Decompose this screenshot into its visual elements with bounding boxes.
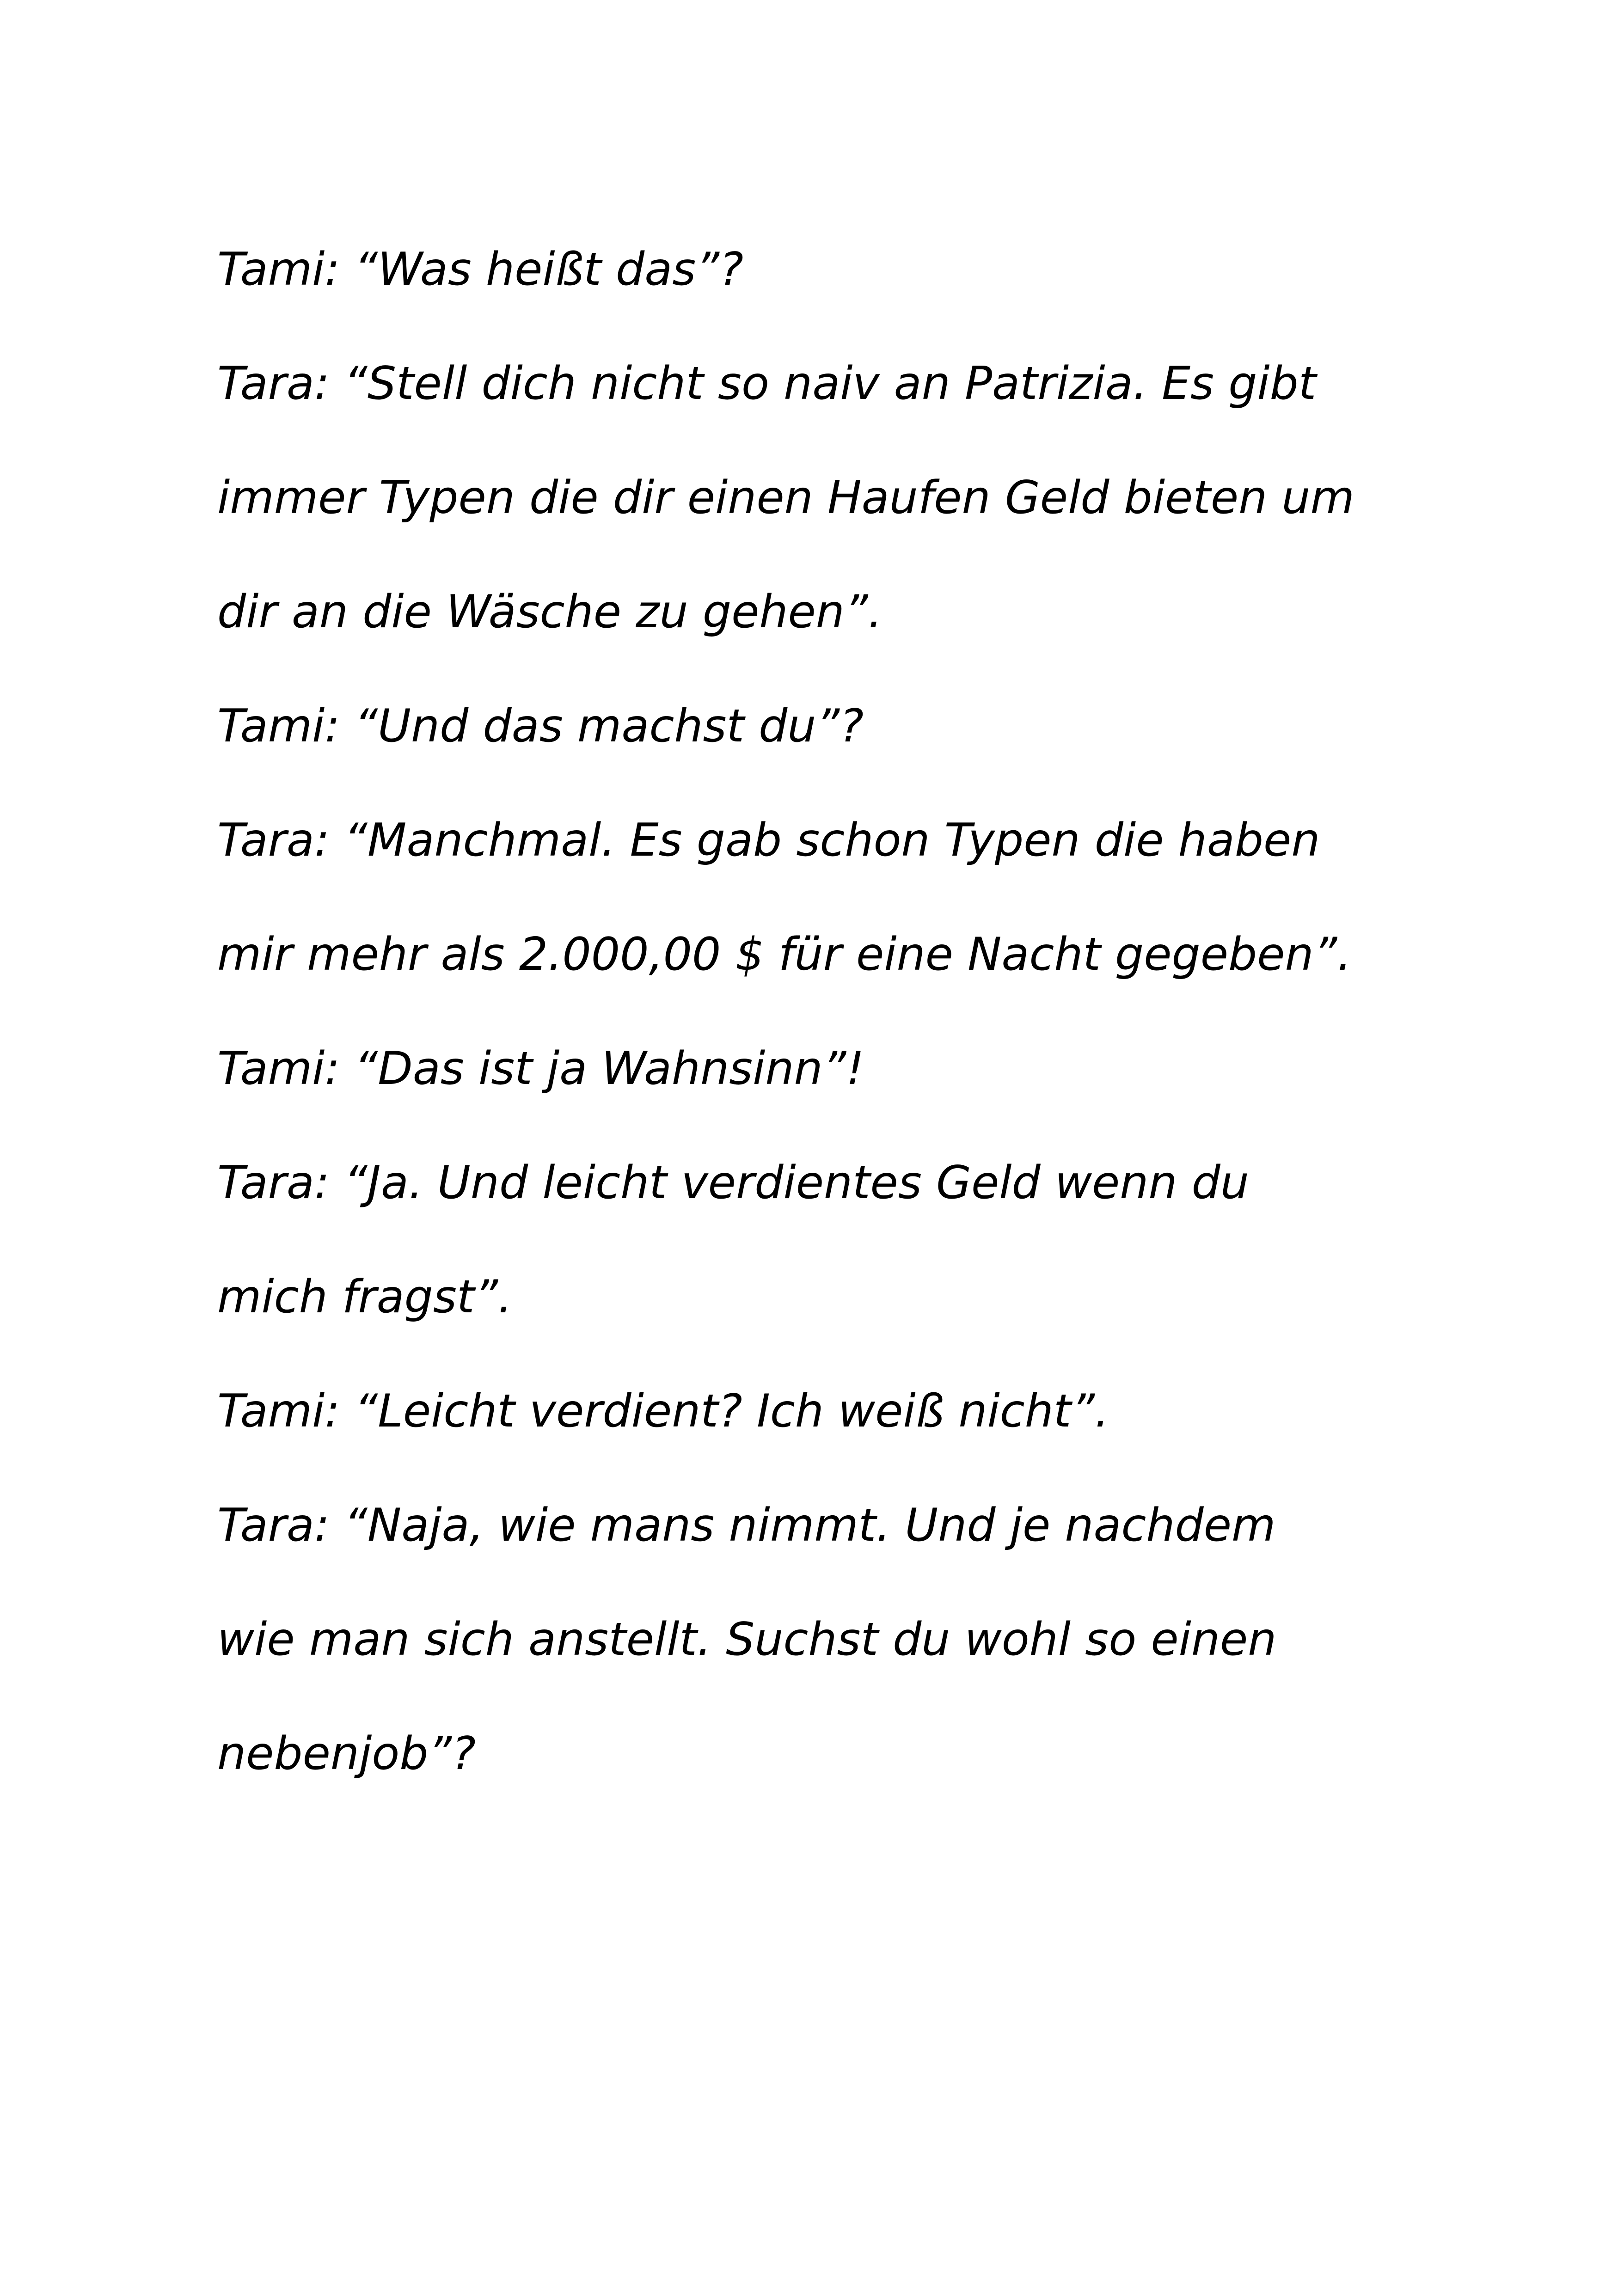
text-line: dir an die Wäsche zu gehen”. (217, 586, 883, 638)
text-line: Tara: “Naja, wie mans nimmt. Und je nachdem (217, 1499, 1276, 1552)
text-line: Tami: “Und das machst du”? (217, 700, 864, 753)
text-line: nebenjob”? (217, 1727, 476, 1780)
text-line: mich fragst”. (217, 1271, 513, 1323)
text-line: Tara: “Stell dich nicht so naiv an Patrizia. Es gibt (217, 357, 1317, 410)
dialogue-text (217, 213, 1465, 1811)
text-line: wie man sich anstellt. Suchst du wohl so einen (217, 1613, 1277, 1666)
text-line: mir mehr als 2.000,00 $ für eine Nacht gegeben”. (217, 928, 1352, 981)
text-line: immer Typen die dir einen Haufen Geld bieten um (217, 471, 1354, 524)
text-line: Tami: “Das ist ja Wahnsinn”! (217, 1042, 864, 1095)
text-line: Tami: “Was heißt das”? (217, 243, 744, 296)
text-line: Tara: “Ja. Und leicht verdientes Geld wenn du (217, 1157, 1249, 1209)
text-line: Tara: “Manchmal. Es gab schon Typen die haben (217, 814, 1320, 867)
text-line: Tami: “Leicht verdient? Ich weiß nicht”. (217, 1385, 1109, 1438)
